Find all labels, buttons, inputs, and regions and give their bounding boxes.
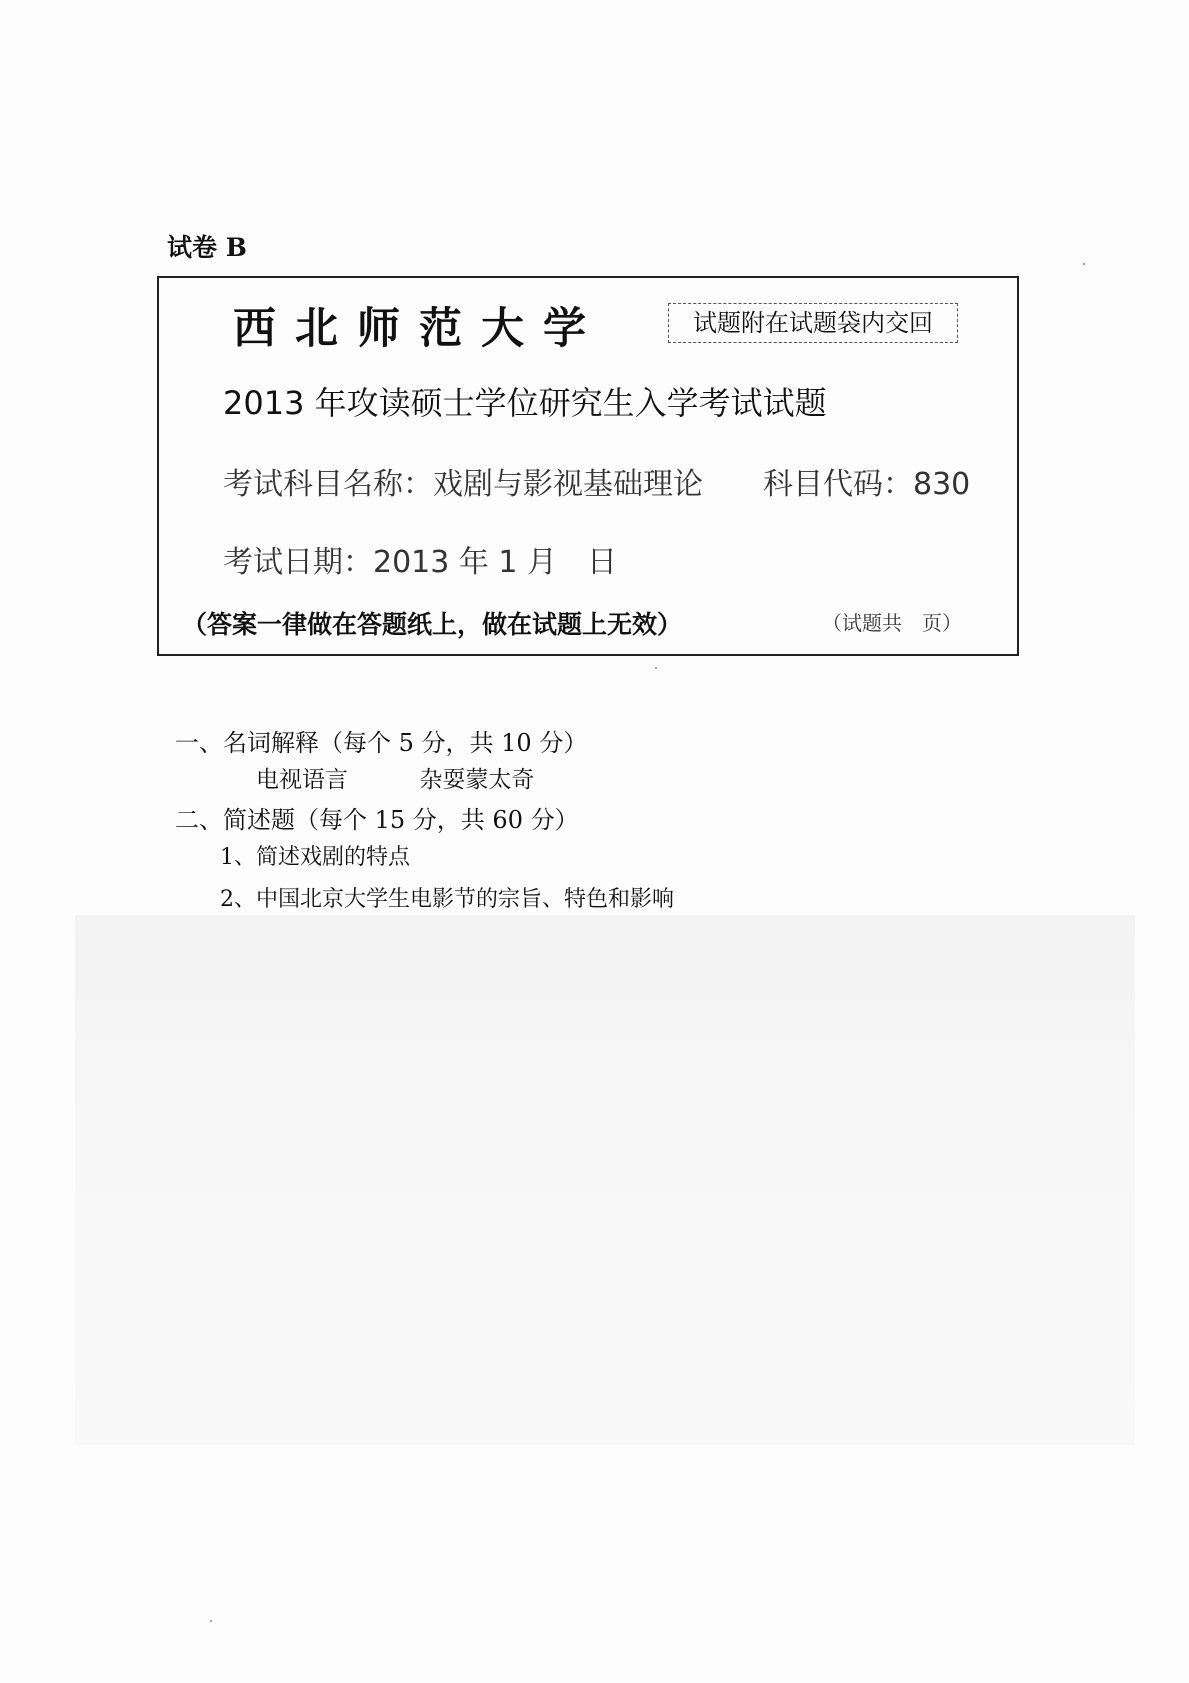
paper-label: 试卷 B (167, 233, 247, 262)
term-item: 杂耍蒙太奇 (419, 767, 535, 793)
question-item: 2、中国北京大学生电影节的宗旨、特色和影响 (220, 887, 674, 912)
page-count: （试题共 页） (822, 611, 962, 635)
subject-name: 考试科目名称：戏剧与影视基础理论 (223, 467, 703, 502)
section-title: 二、简述题（每个 15 分，共 60 分） (175, 806, 579, 834)
scan-masked-region (75, 915, 1135, 1445)
university-name: 西北师范大学 (233, 304, 605, 354)
exam-date: 考试日期：2013 年 1 月 日 (223, 545, 618, 580)
subject-code: 科目代码：830 (763, 467, 971, 502)
scan-speck (655, 667, 657, 669)
question-item: 1、简述戏剧的特点 (220, 845, 410, 870)
scan-speck (210, 1620, 212, 1622)
answer-instruction: （答案一律做在答题纸上，做在试题上无效） (182, 610, 683, 639)
term-item: 电视语言 (256, 767, 348, 793)
return-note-box: 试题附在试题袋内交回 (668, 303, 958, 343)
term-list (256, 761, 598, 794)
section-title: 一、名词解释（每个 5 分，共 10 分） (175, 729, 588, 757)
exam-title: 2013 年攻读硕士学位研究生入学考试试题 (223, 384, 827, 422)
scan-speck (1083, 263, 1085, 265)
